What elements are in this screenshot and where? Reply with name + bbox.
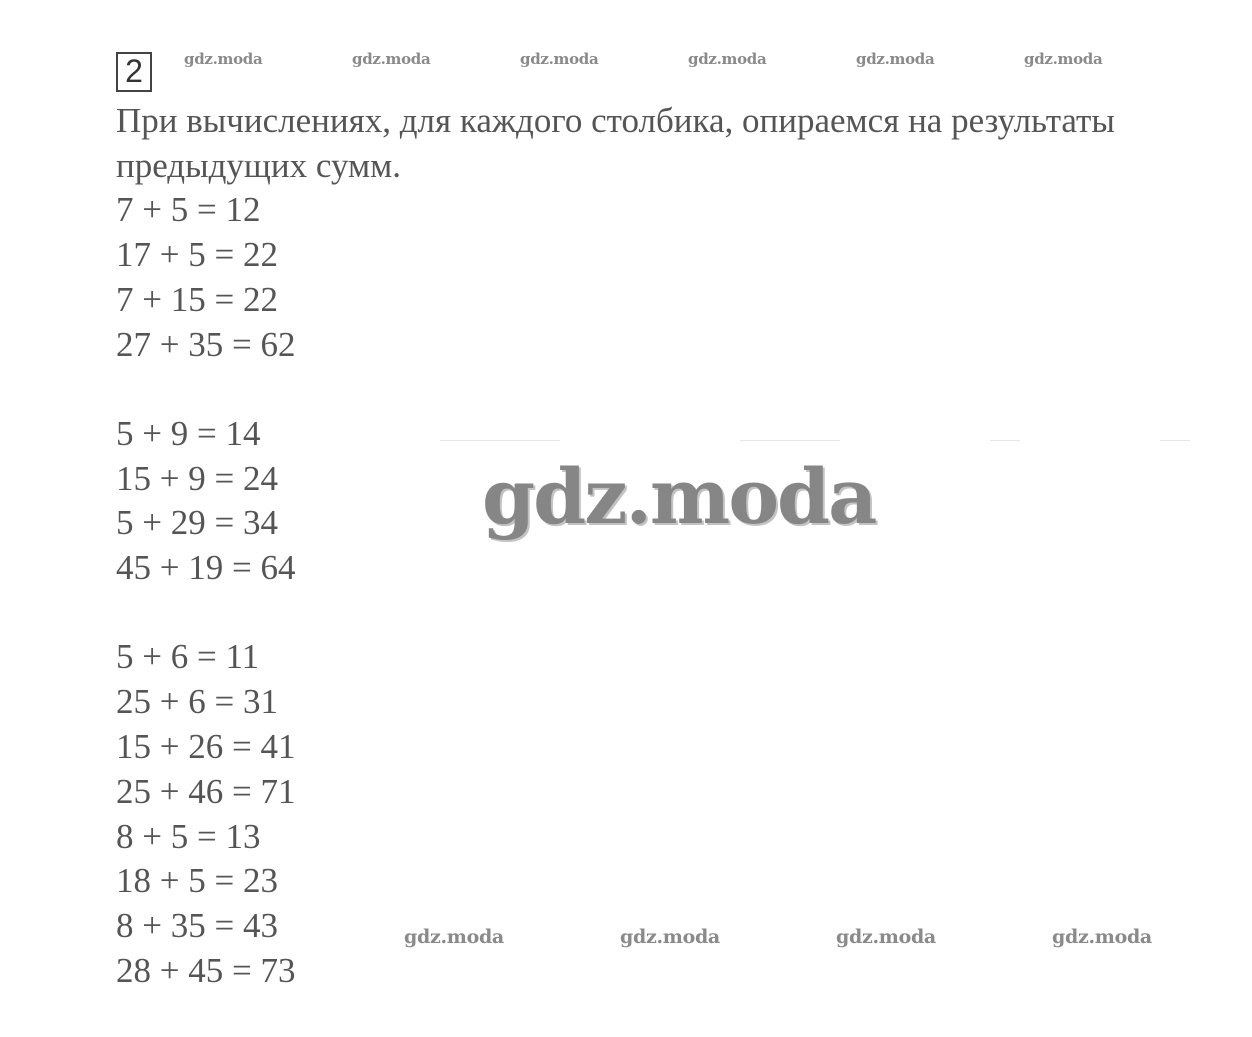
- equation: 7 + 5 = 12: [116, 190, 261, 229]
- faint-divider: [440, 440, 560, 441]
- equation: 27 + 35 = 62: [116, 325, 296, 364]
- equation: 28 + 45 = 73: [116, 951, 296, 990]
- task-number-badge: 2: [116, 52, 152, 92]
- faint-divider: [1160, 440, 1190, 441]
- watermark-bottom-3: gdz.moda: [836, 926, 936, 948]
- faint-divider: [740, 440, 840, 441]
- equation: 25 + 46 = 71: [116, 772, 296, 811]
- intro-text: [116, 98, 1246, 188]
- intro-line-1: При вычислениях, для каждого столбика, опираемся на результаты: [116, 101, 1115, 140]
- watermark-top-5: gdz.moda: [856, 50, 935, 68]
- watermark-top-4: gdz.moda: [688, 50, 767, 68]
- watermark-bottom-2: gdz.moda: [620, 926, 720, 948]
- watermark-top-3: gdz.moda: [520, 50, 599, 68]
- intro-line-2: предыдущих сумм.: [116, 146, 402, 185]
- equation: 15 + 26 = 41: [116, 727, 296, 766]
- equation: 5 + 29 = 34: [116, 503, 278, 542]
- equation: 5 + 9 = 14: [116, 414, 261, 453]
- watermark-center: gdz.moda: [482, 452, 876, 541]
- equation: 15 + 9 = 24: [116, 459, 278, 498]
- watermark-top-6: gdz.moda: [1024, 50, 1103, 68]
- watermark-bottom-4: gdz.moda: [1052, 926, 1152, 948]
- equation: 45 + 19 = 64: [116, 548, 296, 587]
- equation: 17 + 5 = 22: [116, 235, 278, 274]
- faint-divider: [990, 440, 1020, 441]
- equation: 25 + 6 = 31: [116, 682, 278, 721]
- watermark-top-1: gdz.moda: [184, 50, 263, 68]
- watermark-bottom-1: gdz.moda: [404, 926, 504, 948]
- watermark-top-2: gdz.moda: [352, 50, 431, 68]
- equation: 8 + 35 = 43: [116, 906, 278, 945]
- equation: 5 + 6 = 11: [116, 637, 260, 676]
- equation: 18 + 5 = 23: [116, 861, 278, 900]
- equation: 7 + 15 = 22: [116, 280, 278, 319]
- equation: 8 + 5 = 13: [116, 817, 261, 856]
